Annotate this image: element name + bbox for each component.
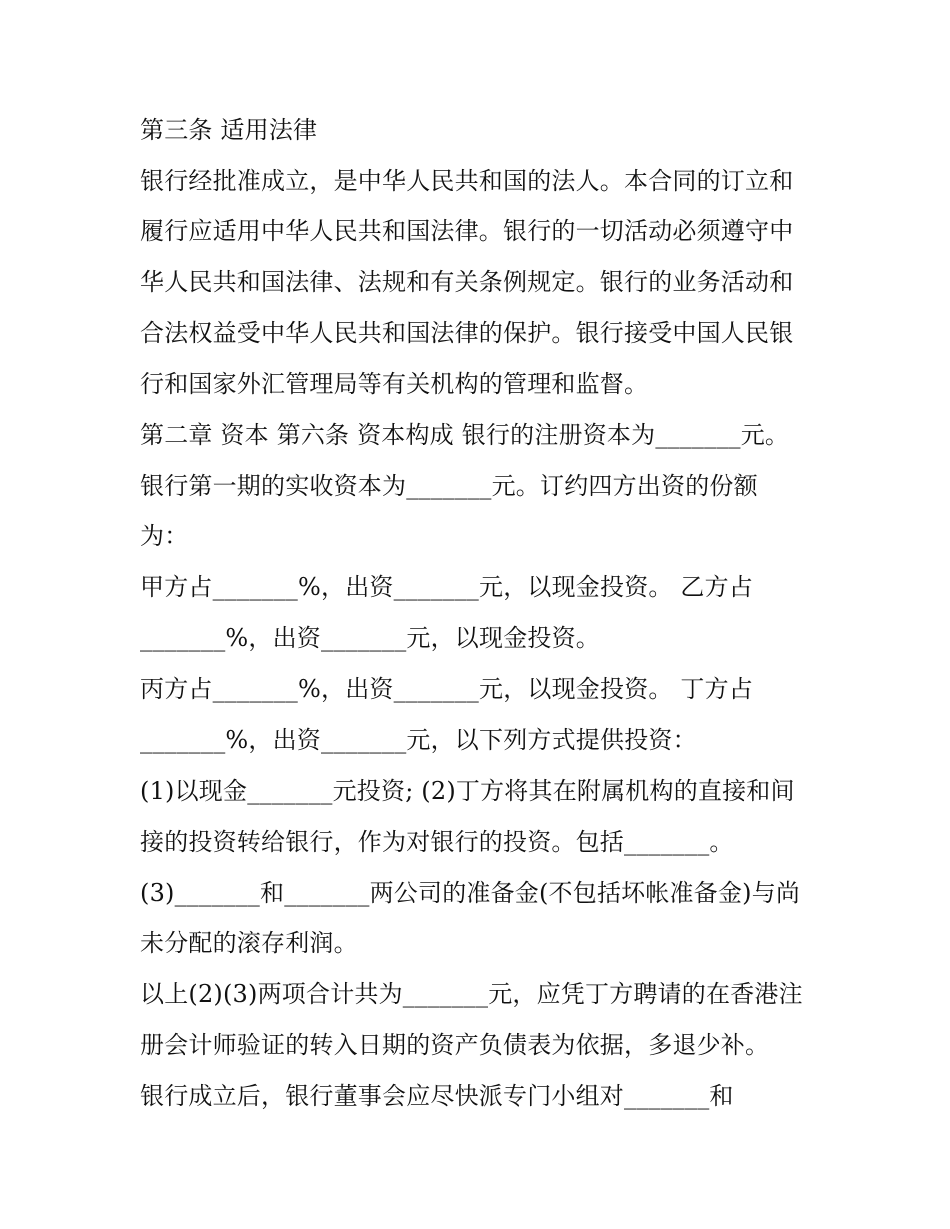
text-line: 银行经批准成立，是中华人民共和国的法人。本合同的订立和 xyxy=(140,167,794,195)
text-line: 银行成立后，银行董事会应尽快派专门小组对_______和 xyxy=(140,1082,734,1110)
text-line: 接的投资转给银行，作为对银行的投资。包括_______。 xyxy=(140,828,734,856)
text-line: 丙方占_______%，出资_______元，以现金投资。 丁方占 xyxy=(140,675,754,703)
text-line: 以上(2)(3)两项合计共为_______元，应凭丁方聘请的在香港注 xyxy=(140,980,803,1008)
text-line: _______%，出资_______元，以现金投资。 xyxy=(140,624,601,652)
text-line: (3)_______和_______两公司的准备金(不包括坏帐准备金)与尚 xyxy=(140,879,801,907)
text-line: 未分配的滚存利润。 xyxy=(140,929,358,957)
text-line: (1)以现金_______元投资; (2)丁方将其在附属机构的直接和间 xyxy=(140,777,795,805)
text-line: 为： xyxy=(140,522,189,550)
text-line: 履行应适用中华人民共和国法律。银行的一切活动必须遵守中 xyxy=(140,217,794,245)
article-heading: 第三条 适用法律 xyxy=(140,116,318,144)
text-line: 甲方占_______%，出资_______元，以现金投资。 乙方占 xyxy=(140,573,754,601)
text-line: 合法权益受中华人民共和国法律的保护。银行接受中国人民银 xyxy=(140,319,794,347)
text-line: 华人民共和国法律、法规和有关条例规定。银行的业务活动和 xyxy=(140,268,794,296)
text-line: _______%，出资_______元，以下列方式提供投资： xyxy=(140,726,697,754)
text-line: 册会计师验证的转入日期的资产负债表为依据，多退少补。 xyxy=(140,1031,770,1059)
text-line: 银行第一期的实收资本为_______元。订约四方出资的份额 xyxy=(140,472,758,500)
text-line: 行和国家外汇管理局等有关机构的管理和监督。 xyxy=(140,370,649,398)
chapter-line: 第二章 资本 第六条 资本构成 银行的注册资本为_______元。 xyxy=(140,421,790,449)
